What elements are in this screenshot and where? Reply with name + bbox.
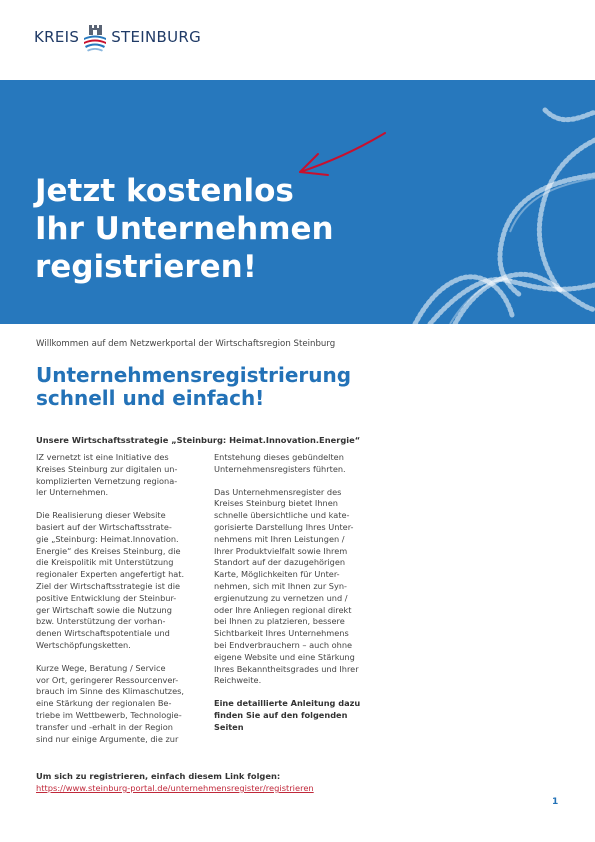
body-column-left <box>36 452 208 745</box>
hero-title-line: Jetzt kostenlos <box>35 173 294 209</box>
text-line: oder Ihre Anliegen regional direkt <box>214 604 352 615</box>
text-line: triebe im Wettbewerb, Technologie- <box>36 709 182 720</box>
text-line: nehmens mit Ihren Leistungen / <box>214 533 345 544</box>
text-line: positive Entwicklung der Steinbur- <box>36 592 177 603</box>
text-line: Das Unternehmensregister des <box>214 486 342 497</box>
paragraph <box>214 487 382 688</box>
text-line: schnelle übersichtliche und kate- <box>214 510 350 521</box>
text-line: Ihres Bekanntheitsgrades und Ihrer <box>214 663 359 674</box>
text-line: Kreises Steinburg zur digitalen un- <box>36 463 178 474</box>
text-line: gie „Steinburg: Heimat.Innovation. <box>36 533 179 544</box>
text-line: bei Ihnen zu platzieren, bessere <box>214 616 345 627</box>
section-heading-line: schnell und einfach! <box>36 386 265 410</box>
page-number: 1 <box>552 797 559 807</box>
logo-word-kreis: KREIS <box>34 28 80 46</box>
text-line: nehmen, sich mit Ihnen zur Syn- <box>214 580 347 591</box>
text-line: vor Ort, geringerer Ressourcenver- <box>36 674 179 685</box>
logo-word-steinburg: STEINBURG <box>111 28 202 46</box>
instruction-note <box>214 698 382 733</box>
text-line: eine Stärkung der regionalen Be- <box>36 698 172 709</box>
text-line: die Kreispolitik mit Unterstützung <box>36 557 174 568</box>
section-heading <box>36 364 351 410</box>
page-header <box>0 0 595 80</box>
paragraph <box>36 452 208 499</box>
registration-link[interactable]: https://www.steinburg-portal.de/unternehmensregister/registrieren <box>36 783 314 793</box>
body-column-right <box>214 452 382 734</box>
text-line: IZ vernetzt ist eine Initiative des <box>36 452 169 462</box>
text-line: gorisierte Darstellung Ihres Unter- <box>214 521 354 532</box>
text-line: ler Unternehmen. <box>36 487 109 498</box>
text-line: Wertschöpfungsketten. <box>36 639 131 650</box>
text-line: finden Sie auf den folgenden <box>214 709 348 720</box>
hero-title <box>35 172 334 286</box>
text-line: bzw. Unterstützung der vorhan- <box>36 616 166 627</box>
text-line: Reichweite. <box>214 675 262 686</box>
text-line: komplizierten Vernetzung regiona- <box>36 475 178 486</box>
hero-title-line: Ihr Unternehmen <box>35 211 334 247</box>
text-line: brauch im Sinne des Klimaschutzes, <box>36 686 184 697</box>
text-line: ger Wirtschaft sowie die Nutzung <box>36 604 172 615</box>
hero-title-line: registrieren! <box>35 249 257 285</box>
text-line: Die Realisierung dieser Website <box>36 510 166 521</box>
text-line: Kreises Steinburg bietet Ihnen <box>214 498 338 509</box>
text-line: bei Endverbrauchern – auch ohne <box>214 639 353 650</box>
text-line: Energie“ des Kreises Steinburg, die <box>36 545 181 556</box>
text-line: ergienutzung zu vernetzen und / <box>214 592 348 603</box>
text-line: Standort auf der dazugehörigen <box>214 557 346 568</box>
text-line: Unternehmensregisters führten. <box>214 463 346 474</box>
text-line: sind nur einige Argumente, die zur <box>36 733 179 744</box>
text-line: Entstehung dieses gebündelten <box>214 452 344 462</box>
link-label: Um sich zu registrieren, einfach diesem Link folgen: <box>36 771 281 781</box>
text-line: Eine detaillierte Anleitung dazu <box>214 698 361 709</box>
kreis-steinburg-logo <box>34 20 201 54</box>
strategy-subheading: Unsere Wirtschaftsstrategie „Steinburg: Heimat.Innovation.Energie“ <box>36 435 361 445</box>
paragraph <box>214 452 382 476</box>
text-line: Ihrer Produktvielfalt sowie Ihrem <box>214 545 348 556</box>
paragraph <box>36 510 208 652</box>
text-line: Kurze Wege, Beratung / Service <box>36 662 166 673</box>
text-line: Seiten <box>214 721 244 732</box>
paragraph <box>36 663 208 746</box>
text-line: transfer und -erhalt in der Region <box>36 721 173 732</box>
text-line: basiert auf der Wirtschaftsstrate- <box>36 521 172 532</box>
text-line: Sichtbarkeit Ihres Unternehmens <box>214 628 349 639</box>
text-line: regionaler Experten angefertigt hat. <box>36 569 185 580</box>
section-heading-line: Unternehmensregistrierung <box>36 363 352 387</box>
text-line: Karte, Möglichkeiten für Unter- <box>214 569 340 580</box>
intro-text: Willkommen auf dem Netzwerkportal der Wirtschaftsregion Steinburg <box>36 339 336 349</box>
text-line: denen Wirtschaftspotentiale und <box>36 628 170 639</box>
text-line: Ziel der Wirtschaftsstrategie ist die <box>36 580 181 591</box>
castle-tower-icon <box>82 21 108 53</box>
hero-banner <box>0 80 595 324</box>
text-line: eigene Website und eine Stärkung <box>214 651 355 662</box>
